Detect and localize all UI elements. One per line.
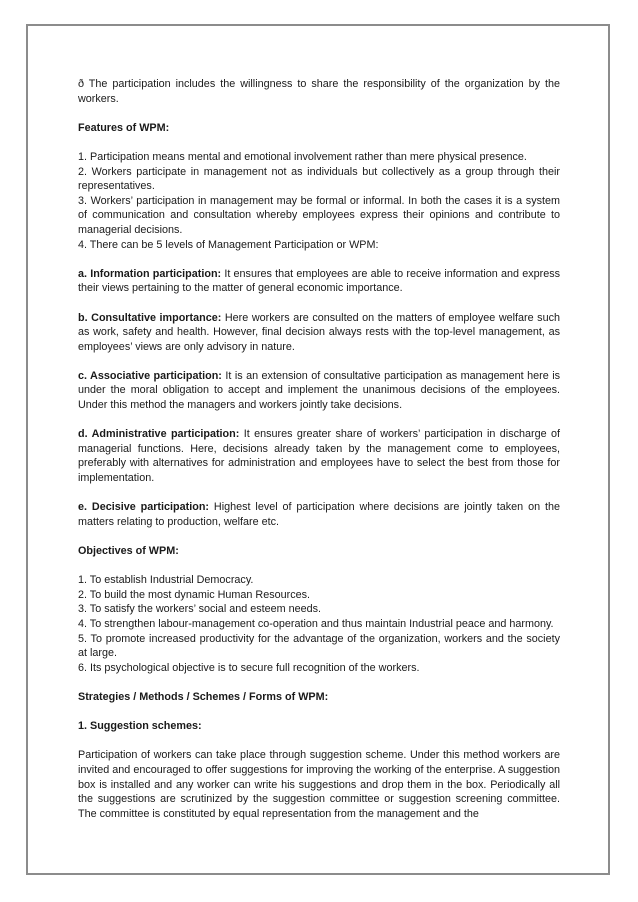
features-heading: Features of WPM:: [78, 121, 170, 134]
features-item-4: 4. There can be 5 levels of Management Participation or WPM:: [78, 238, 379, 251]
objectives-item-5: 5. To promote increased productivity for the advantage of the organization, workers and the society at large.: [78, 632, 560, 660]
objectives-item-2: 2. To build the most dynamic Human Resources.: [78, 588, 311, 601]
level-a-label: a. Information participation:: [78, 267, 222, 280]
level-e-text: Highest level of participation where decisions are jointly taken on the matters relating to production, welfare etc.: [78, 501, 560, 528]
document-body: [78, 77, 560, 821]
objectives-item-3: 3. To satisfy the workers’ social and esteem needs.: [78, 603, 322, 616]
level-d: [78, 427, 560, 485]
level-e-label: e. Decisive participation:: [78, 501, 210, 514]
level-a-text: It ensures that employees are able to receive information and express their views pertaining to the matter of general economic importance.: [78, 267, 560, 295]
suggestion-schemes-heading: 1. Suggestion schemes:: [78, 720, 202, 733]
features-item-2: 2. Workers participate in management not as individuals but collectively as a group through their representatives.: [78, 165, 560, 193]
features-item-1: 1. Participation means mental and emotional involvement rather than mere physical presence.: [78, 150, 527, 163]
level-b-label: b. Consultative importance:: [78, 311, 222, 324]
level-c: [78, 369, 560, 413]
suggestion-schemes-paragraph: Participation of workers can take place through suggestion scheme. Under this method workers are invited and encouraged to offer suggestions for improving the working of the enterprise. A suggestion box is installed and any worker can write his suggestions and drop them in the box. Periodically all the suggestions are scrutinized by the suggestion committee or suggestion screening committee. The committee is constituted by equal representation from the management and the: [78, 749, 560, 820]
level-b-text: Here workers are consulted on the matters of employee welfare such as work, safety and health. However, final decision always rests with the top-level management, as employees’ views are only advisory in nature.: [78, 311, 560, 353]
objectives-item-4: 4. To strengthen labour-management co-operation and thus maintain Industrial peace and harmony.: [78, 617, 554, 630]
features-item-3: 3. Workers’ participation in management may be formal or informal. In both the cases it is a system of communication and consultation whereby employees express their opinions and contribute to managerial decisions.: [78, 194, 560, 236]
objectives-item-6: 6. Its psychological objective is to secure full recognition of the workers.: [78, 661, 420, 674]
strategies-heading: Strategies / Methods / Schemes / Forms of WPM:: [78, 690, 329, 703]
intro-paragraph: ð The participation includes the willingness to share the responsibility of the organization by the workers.: [78, 78, 560, 105]
level-d-text: It ensures greater share of workers’ participation in discharge of managerial functions. Here, decisions already taken by the management come to employees, preferably with alternatives for administration and employees have to select the best from those for implementation.: [78, 428, 560, 485]
level-c-label: c. Associative participation:: [78, 369, 222, 382]
level-a: [78, 267, 560, 296]
objectives-item-1: 1. To establish Industrial Democracy.: [78, 574, 254, 587]
level-b: [78, 311, 560, 355]
level-d-label: d. Administrative participation:: [78, 428, 240, 441]
level-e: [78, 500, 560, 529]
level-c-text: It is an extension of consultative participation as management here is under the moral obligation to accept and implement the unanimous decisions of the employees. Under this method the managers and workers jointly take decisions.: [78, 369, 560, 412]
objectives-heading: Objectives of WPM:: [78, 545, 179, 557]
